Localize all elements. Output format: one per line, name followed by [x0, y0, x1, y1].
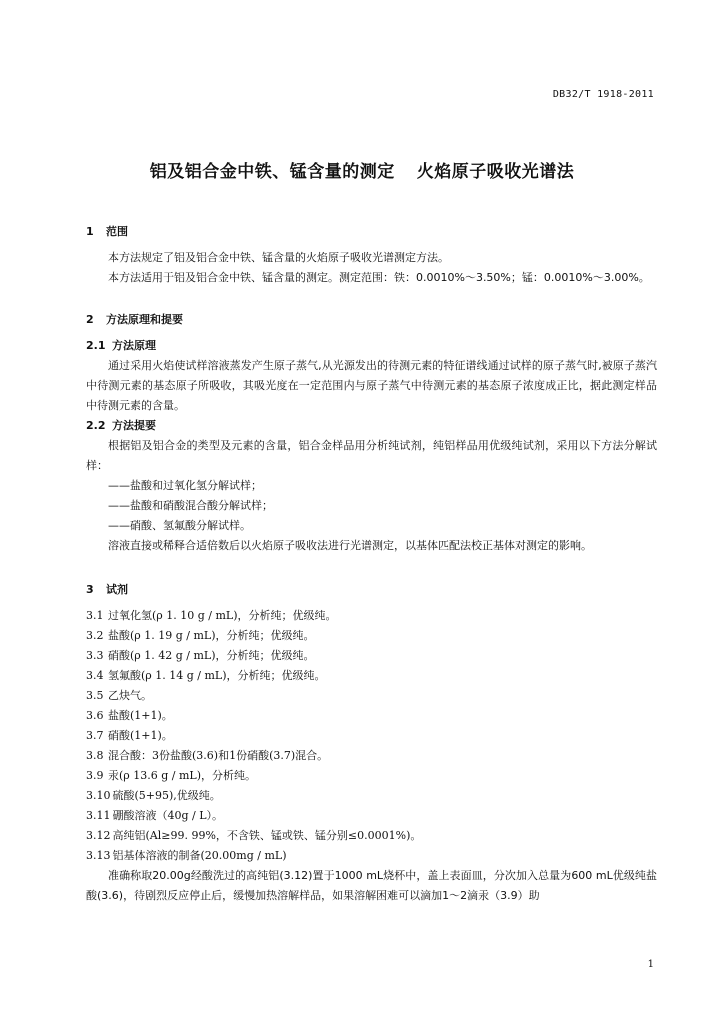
- reagent-item: [86, 646, 657, 666]
- subsection-heading: [86, 336, 657, 356]
- reagent-item: [86, 626, 657, 646]
- section-number: 1: [86, 225, 94, 238]
- item-text: 混合酸：3份盐酸(3.6)和1份硝酸(3.7)混合。: [108, 749, 329, 762]
- reagent-item: [86, 706, 657, 726]
- item-text: 过氧化氢(ρ 1. 10 g / mL)，分析纯；优级纯。: [108, 609, 337, 622]
- reagent-item: [86, 806, 657, 826]
- paragraph: 溶液直接或稀释合适倍数后以火焰原子吸收法进行光谱测定，以基体匹配法校正基体对测定的影响。: [108, 539, 592, 552]
- item-number: 3.5: [86, 689, 104, 702]
- dash-list-item: ——硝酸、氢氟酸分解试样。: [108, 519, 251, 532]
- subsection-number: 2.2: [86, 419, 106, 432]
- item-text: 汞(ρ 13.6 g / mL)，分析纯。: [108, 769, 257, 782]
- item-number: 3.1: [86, 609, 104, 622]
- title-method: 火焰原子吸收光谱法: [416, 162, 575, 182]
- document-title: [0, 157, 724, 182]
- reagent-item: [86, 766, 657, 786]
- item-number: 3.7: [86, 729, 104, 742]
- subsection-title: 方法提要: [112, 419, 156, 432]
- item-text: 铝基体溶液的制备(20.00mg / mL): [112, 849, 287, 862]
- item-number: 3.3: [86, 649, 104, 662]
- item-number: 3.2: [86, 629, 104, 642]
- section-heading-scope: [86, 222, 657, 242]
- paragraph: 本方法规定了铝及铝合金中铁、锰含量的火焰原子吸收光谱测定方法。: [108, 251, 449, 264]
- section-number: 3: [86, 583, 94, 596]
- paragraph: 根据铝及铝合金的类型及元素的含量，铝合金样品用分析纯试剂，纯铝样品用优级纯试剂，采用以下方法分解试样：: [86, 439, 657, 472]
- section-heading-principle: [86, 310, 657, 330]
- reagent-item: [86, 606, 657, 626]
- document-body: [86, 222, 657, 906]
- reagent-item: [86, 786, 657, 806]
- item-text: 盐酸(1+1)。: [108, 709, 173, 722]
- subsection-title: 方法原理: [112, 339, 156, 352]
- dash-list-item: ——盐酸和硝酸混合酸分解试样；: [108, 499, 273, 512]
- item-text: 硼酸溶液（40g / L）。: [112, 809, 224, 822]
- reagent-item: [86, 666, 657, 686]
- item-number: 3.13: [86, 849, 111, 862]
- section-title: 方法原理和提要: [106, 313, 183, 326]
- item-number: 3.10: [86, 789, 111, 802]
- item-text: 硫酸(5+95),优级纯。: [112, 789, 221, 802]
- item-number: 3.6: [86, 709, 104, 722]
- page-number: 1: [647, 959, 654, 970]
- item-text: 高纯铝(Al≥99. 99%，不含铁、锰或铁、锰分别≤0.0001%)。: [112, 829, 422, 842]
- item-number: 3.4: [86, 669, 104, 682]
- standard-code: DB32/T 1918-2011: [552, 89, 654, 100]
- item-number: 3.9: [86, 769, 104, 782]
- item-number: 3.8: [86, 749, 104, 762]
- item-text: 硝酸(ρ 1. 42 g / mL)，分析纯；优级纯。: [108, 649, 315, 662]
- section-heading-reagents: [86, 580, 657, 600]
- item-number: 3.12: [86, 829, 111, 842]
- item-number: 3.11: [86, 809, 111, 822]
- item-text: 盐酸(ρ 1. 19 g / mL)，分析纯；优级纯。: [108, 629, 315, 642]
- reagent-item: [86, 726, 657, 746]
- section-title: 试剂: [106, 583, 128, 596]
- reagent-item: [86, 746, 657, 766]
- reagent-item: [86, 686, 657, 706]
- paragraph: 通过采用火焰使试样溶液蒸发产生原子蒸气,从光源发出的待测元素的特征谱线通过试样的原子蒸气时,被原子蒸汽中待测元素的基态原子所吸收，其吸光度在一定范围内与原子蒸气中待测元素的基态原子浓度成正比，据此测定样品中待测元素的含量。: [86, 359, 657, 412]
- paragraph: 本方法适用于铝及铝合金中铁、锰含量的测定。测定范围：铁：0.0010%～3.50%；锰：0.0010%～3.00%。: [108, 271, 650, 284]
- title-main: 铝及铝合金中铁、锰含量的测定: [149, 162, 395, 182]
- section-number: 2: [86, 313, 94, 326]
- item-text: 氢氟酸(ρ 1. 14 g / mL)，分析纯；优级纯。: [108, 669, 326, 682]
- subsection-heading: [86, 416, 657, 436]
- item-text: 硝酸(1+1)。: [108, 729, 173, 742]
- dash-list-item: ——盐酸和过氧化氢分解试样；: [108, 479, 262, 492]
- reagent-item: [86, 846, 657, 866]
- section-title: 范围: [106, 225, 128, 238]
- item-text: 乙炔气。: [108, 689, 152, 702]
- paragraph: 准确称取20.00g经酸洗过的高纯铝(3.12)置于1000 mL烧杯中，盖上表面皿，分次加入总量为600 mL优级纯盐酸(3.6)，待剧烈反应停止后，缓慢加热溶解样品，如果溶解困难可以滴加1～2滴汞（3.9）助: [86, 869, 657, 902]
- subsection-number: 2.1: [86, 339, 106, 352]
- reagent-item: [86, 826, 657, 846]
